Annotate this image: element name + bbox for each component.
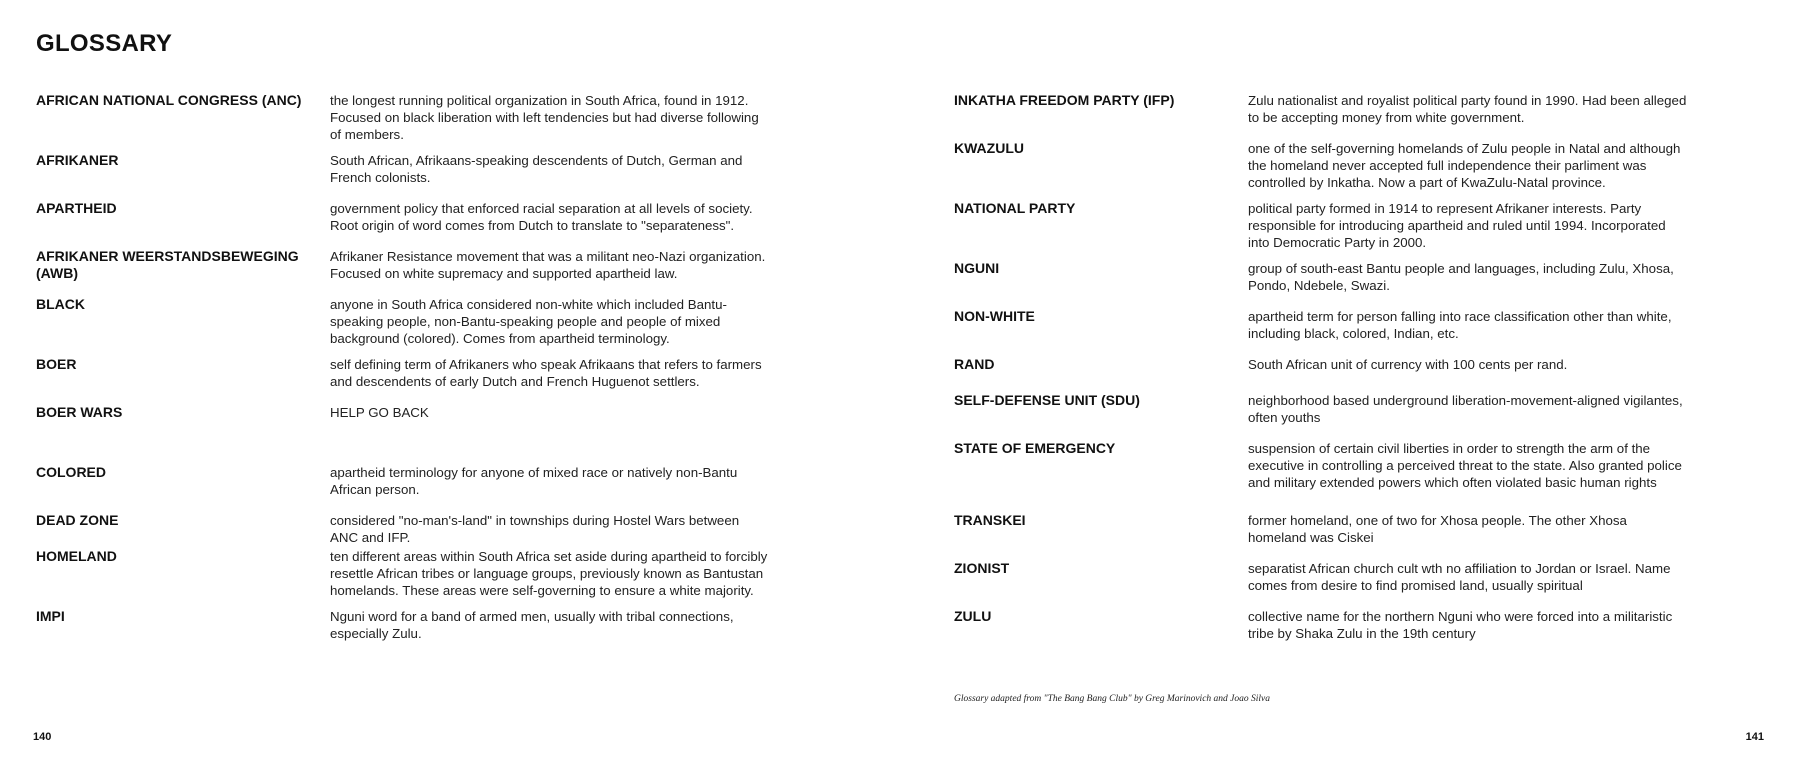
page-number: 140 <box>33 731 52 743</box>
glossary-definition: apartheid terminology for anyone of mixed race or natively non-Bantu African person. <box>330 465 738 498</box>
glossary-term: TRANSKEI <box>954 512 1026 528</box>
glossary-term: NON-WHITE <box>954 308 1035 324</box>
glossary-definition: Afrikaner Resistance movement that was a militant neo-Nazi organization. Focused on white supremacy and supported apartheid law. <box>330 249 766 282</box>
glossary-definition: HELP GO BACK <box>330 405 429 420</box>
glossary-definition: Zulu nationalist and royalist political party found in 1990. Had been alleged to be accepting money from white government. <box>1248 93 1687 126</box>
glossary-definition: one of the self-governing homelands of Zulu people in Natal and although the homeland never accepted full independence their parliment was controlled by Inkatha. Now a part of KwaZulu-Natal province. <box>1248 141 1681 191</box>
glossary-definition: suspension of certain civil liberties in order to strength the arm of the executive in controlling a perceived threat to the state. Also granted police and military extended powers which often violated basic human rights <box>1248 441 1682 491</box>
glossary-definition: government policy that enforced racial separation at all levels of society. Root origin of word comes from Dutch to translate to "separateness". <box>330 201 753 234</box>
glossary-term: NATIONAL PARTY <box>954 200 1076 216</box>
right-page <box>900 0 1800 765</box>
glossary-term: BLACK <box>36 296 85 312</box>
glossary-term: KWAZULU <box>954 140 1024 156</box>
glossary-term: INKATHA FREEDOM PARTY (IFP) <box>954 92 1175 108</box>
glossary-definition: Nguni word for a band of armed men, usually with tribal connections, especially Zulu. <box>330 609 734 642</box>
glossary-term: RAND <box>954 356 995 372</box>
glossary-term: ZIONIST <box>954 560 1010 576</box>
glossary-term: BOER <box>36 356 77 372</box>
glossary-definition: former homeland, one of two for Xhosa people. The other Xhosa homeland was Ciskei <box>1248 513 1627 546</box>
glossary-term: SELF-DEFENSE UNIT (SDU) <box>954 392 1140 408</box>
glossary-term: IMPI <box>36 608 65 624</box>
glossary-term: STATE OF EMERGENCY <box>954 440 1116 456</box>
glossary-term: AFRIKANER WEERSTANDSBEWEGING (AWB) <box>36 248 299 281</box>
glossary-term: ZULU <box>954 608 992 624</box>
page-title: GLOSSARY <box>36 30 173 57</box>
source-caption: Glossary adapted from "The Bang Bang Club" by Greg Marinovich and Joao Silva <box>954 694 1270 704</box>
glossary-term: HOMELAND <box>36 548 117 564</box>
glossary-term: BOER WARS <box>36 404 123 420</box>
glossary-term: COLORED <box>36 464 106 480</box>
glossary-term: APARTHEID <box>36 200 117 216</box>
glossary-term: DEAD ZONE <box>36 512 119 528</box>
glossary-definition: neighborhood based underground liberation-movement-aligned vigilantes, often youths <box>1248 393 1683 426</box>
glossary-definition: ten different areas within South Africa set aside during apartheid to forcibly resettle African tribes or language groups, previously known as Bantustan homelands. These areas were self-governing to ensure a white majority. <box>330 549 768 599</box>
glossary-definition: the longest running political organization in South Africa, found in 1912. Focused on black liberation with left tendencies but had diverse following of members. <box>330 93 759 143</box>
glossary-definition: group of south-east Bantu people and languages, including Zulu, Xhosa, Pondo, Ndebele, Swazi. <box>1248 261 1674 294</box>
glossary-definition: South African unit of currency with 100 cents per rand. <box>1248 357 1568 372</box>
glossary-definition: South African, Afrikaans-speaking descendents of Dutch, German and French colonists. <box>330 153 743 186</box>
glossary-definition: considered "no-man's-land" in townships during Hostel Wars between ANC and IFP. <box>330 513 740 546</box>
glossary-term: NGUNI <box>954 260 1000 276</box>
glossary-definition: political party formed in 1914 to represent Afrikaner interests. Party responsible for introducing apartheid and ruled until 1994. Incorporated into Democratic Party in 2000. <box>1248 201 1666 251</box>
glossary-term: AFRIKANER <box>36 152 119 168</box>
glossary-definition: collective name for the northern Nguni who were forced into a militaristic tribe by Shaka Zulu in the 19th century <box>1248 609 1673 642</box>
glossary-definition: self defining term of Afrikaners who speak Afrikaans that refers to farmers and descendents of early Dutch and French Huguenot settlers. <box>330 357 762 390</box>
page-number: 141 <box>1745 731 1764 743</box>
glossary-term: AFRICAN NATIONAL CONGRESS (ANC) <box>36 92 302 108</box>
glossary-definition: separatist African church cult wth no affiliation to Jordan or Israel. Name comes from desire to find promised land, usually spiritual <box>1248 561 1671 594</box>
glossary-definition: anyone in South Africa considered non-white which included Bantu-speaking people, non-Bantu-speaking people and people of mixed background (colored). Comes from apartheid terminology. <box>330 297 727 347</box>
glossary-definition: apartheid term for person falling into race classification other than white, including black, colored, Indian, etc. <box>1248 309 1672 342</box>
